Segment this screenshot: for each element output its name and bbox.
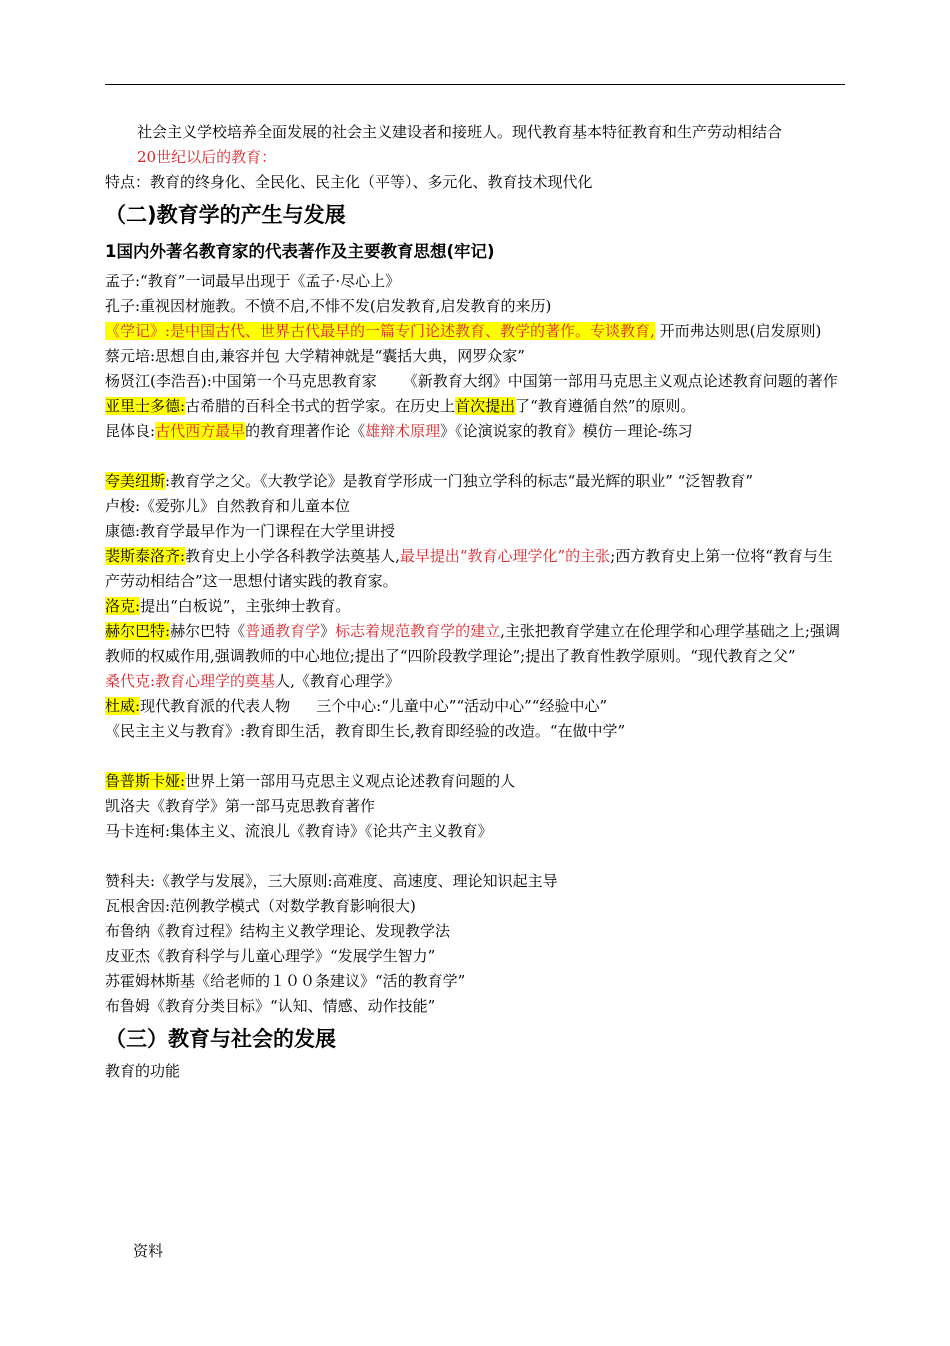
entry-locke (105, 594, 845, 619)
yang-part-a: 杨贤江(李浩吾):中国第一个马克思教育家 (105, 372, 377, 390)
entry-mengzi: 孟子:“教育”一词最早出现于《孟子·尽心上》 (105, 272, 401, 290)
blank-line (105, 844, 845, 869)
krupskaya-rest: 世界上第一部用马克思主义观点论述教育问题的人 (185, 772, 516, 790)
footer-label: 资料 (133, 1242, 164, 1260)
pestalozzi-a: 教育史上小学各科教学法奠基人, (185, 547, 400, 565)
entry-krupskaya (105, 769, 845, 794)
herbart-b: 》 (320, 622, 336, 640)
blank-line (105, 744, 845, 769)
document-body (105, 120, 845, 1084)
modern-education-title: 20世纪以后的教育： (137, 148, 277, 166)
entry-kairov: 凯洛夫《教育学》第一部马克思教育著作 (105, 797, 376, 815)
entry-rousseau: 卢梭:《爱弥儿》自然教育和儿童本位 (105, 497, 351, 515)
entry-kant: 康德:教育学最早作为一门课程在大学里讲授 (105, 522, 396, 540)
quintilian-rest: 》《论演说家的教育》模仿－理论-练习 (440, 422, 693, 440)
education-function-line: 教育的功能 (105, 1062, 181, 1080)
section-heading-3: （三）教育与社会的发展 (105, 1027, 336, 1051)
herbart-red-2: 标志着规范教育学的建立 (335, 622, 501, 640)
thorndike-rest: 人,《教育心理学》 (275, 672, 400, 690)
herbart-red-1: 普通教育学 (245, 622, 321, 640)
entry-dewey (105, 694, 845, 719)
herbart-c: ,主张把教育学建立在伦理学和心理学基础之上;强调教师的权威作用,强调教师的中心地位;提出了“四阶段教学理论”;提出了教育性教学原则。“现代教育之父” (105, 622, 840, 665)
entry-herbart (105, 619, 845, 669)
pestalozzi-name: 裴斯泰洛齐: (105, 547, 186, 565)
dewey-a: 现代教育派的代表人物 (140, 697, 291, 715)
header-rule (105, 84, 845, 85)
pestalozzi-red: 最早提出“教育心理学化”的主张 (399, 547, 611, 565)
pestalozzi-b: ;西方教育史上第一位将“教育与生产劳动相结合”这一思想付诸实践的教育家。 (105, 547, 833, 590)
herbart-name: 赫尔巴特: (105, 622, 171, 640)
entry-quintilian (105, 419, 845, 444)
herbart-a: 赫尔巴特《 (170, 622, 246, 640)
entry-sukhomlinsky: 苏霍姆林斯基《给老师的１００条建议》“活的教育学” (105, 972, 466, 990)
comenius-name: 夸美纽斯 (105, 472, 166, 490)
quintilian-mid: 的教育理著作论《 (245, 422, 366, 440)
entry-wagenschein: 瓦根舍因:范例教学模式（对数学教育影响很大) (105, 897, 416, 915)
xueji-rest: 开而弗达则思(启发原则) (659, 322, 822, 340)
section-heading-2: （二)教育学的产生与发展 (105, 203, 346, 227)
quintilian-red: 雄辩术原理 (365, 422, 441, 440)
aristotle-highlight: 首次提出 (455, 397, 516, 415)
entry-thorndike (105, 669, 845, 694)
quintilian-highlight: 古代西方最早 (155, 422, 246, 440)
features-line: 特点：教育的终身化、全民化、民主化（平等）、多元化、教育技术现代化 (105, 173, 593, 191)
entry-yang (105, 369, 845, 394)
entry-cai: 蔡元培:思想自由,兼容并包 大学精神就是“囊括大典，网罗众家” (105, 347, 525, 365)
aristotle-mid: 古希腊的百科全书式的哲学家。在历史上 (185, 397, 456, 415)
quintilian-name: 昆体良: (105, 422, 156, 440)
krupskaya-name: 鲁普斯卡娅: (105, 772, 186, 790)
intro-paragraph: 社会主义学校培养全面发展的社会主义建设者和接班人。现代教育基本特征教育和生产劳动相结合 (137, 123, 783, 141)
comenius-rest: :教育学之父。《大教学论》是教育学形成一门独立学科的标志“最光辉的职业” “泛智教育” (165, 472, 754, 490)
aristotle-name: 亚里士多德: (105, 397, 186, 415)
locke-name: 洛克: (105, 597, 141, 615)
locke-rest: 提出“白板说”，主张绅士教育。 (140, 597, 351, 615)
dewey-name: 杜威: (105, 697, 141, 715)
entry-makarenko: 马卡连柯:集体主义、流浪儿《教育诗》《论共产主义教育》 (105, 822, 493, 840)
entry-bruner: 布鲁纳《教育过程》结构主义教学理论、发现教学法 (105, 922, 451, 940)
dewey-b: 三个中心:“儿童中心”“活动中心”“经验中心” (316, 697, 608, 715)
entry-democracy: 《民主主义与教育》:教育即生活，教育即生长,教育即经验的改造。“在做中学” (105, 722, 626, 740)
entry-piaget: 皮亚杰《教育科学与儿童心理学》“发展学生智力” (105, 947, 436, 965)
blank-line (105, 444, 845, 469)
subheading-educators: 1国内外著名教育家的代表著作及主要教育思想(牢记) (105, 242, 495, 261)
entry-comenius (105, 469, 845, 494)
entry-xueji (105, 319, 845, 344)
entry-aristotle (105, 394, 845, 419)
entry-kongzi: 孔子:重视因材施教。不愤不启,不悱不发(启发教育,启发教育的来历) (105, 297, 552, 315)
entry-zankov: 赞科夫:《教学与发展》，三大原则:高难度、高速度、理论知识起主导 (105, 872, 558, 890)
entry-pestalozzi (105, 544, 845, 594)
thorndike-red: 桑代克:教育心理学的奠基 (105, 672, 276, 690)
yang-part-b: 《新教育大纲》中国第一部用马克思主义观点论述教育问题的著作 (402, 372, 838, 390)
entry-bloom: 布鲁姆《教育分类目标》“认知、情感、动作技能” (105, 997, 436, 1015)
xueji-highlight: 《学记》:是中国古代、世界古代最早的一篇专门论述教育、教学的著作。专谈教育, (105, 322, 655, 340)
aristotle-rest: 了“教育遵循自然”的原则。 (515, 397, 696, 415)
